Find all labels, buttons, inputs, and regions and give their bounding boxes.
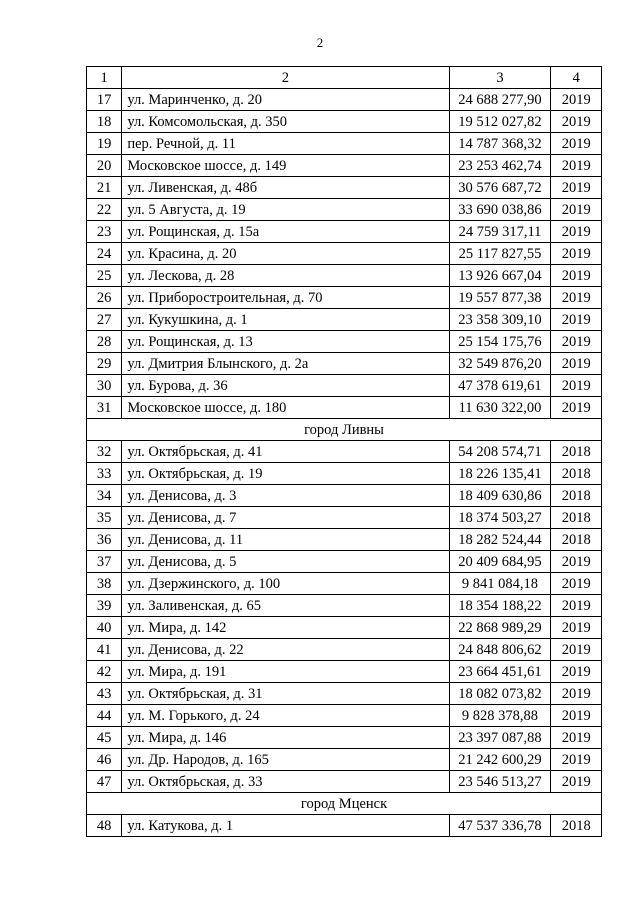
row-year: 2019 — [551, 89, 602, 111]
row-number: 48 — [87, 815, 122, 837]
row-year: 2019 — [551, 683, 602, 705]
table-row — [87, 221, 602, 243]
row-number: 31 — [87, 397, 122, 419]
row-number: 18 — [87, 111, 122, 133]
row-year: 2019 — [551, 771, 602, 793]
row-amount: 23 358 309,10 — [449, 309, 551, 331]
row-address: ул. Октябрьская, д. 19 — [122, 463, 449, 485]
row-year: 2019 — [551, 617, 602, 639]
row-number: 23 — [87, 221, 122, 243]
row-amount: 23 664 451,61 — [449, 661, 551, 683]
row-amount: 23 253 462,74 — [449, 155, 551, 177]
row-year: 2018 — [551, 463, 602, 485]
row-address: пер. Речной, д. 11 — [122, 133, 449, 155]
row-address: ул. Мира, д. 146 — [122, 727, 449, 749]
row-number: 22 — [87, 199, 122, 221]
row-address: ул. Рощинская, д. 13 — [122, 331, 449, 353]
row-year: 2019 — [551, 573, 602, 595]
table-row — [87, 815, 602, 837]
row-year: 2019 — [551, 353, 602, 375]
row-address: ул. Катукова, д. 1 — [122, 815, 449, 837]
row-amount: 19 512 027,82 — [449, 111, 551, 133]
row-number: 17 — [87, 89, 122, 111]
row-number: 30 — [87, 375, 122, 397]
table-row — [87, 177, 602, 199]
row-amount: 21 242 600,29 — [449, 749, 551, 771]
row-amount: 32 549 876,20 — [449, 353, 551, 375]
row-address: ул. Октябрьская, д. 31 — [122, 683, 449, 705]
row-number: 41 — [87, 639, 122, 661]
table-row — [87, 771, 602, 793]
section-title: город Ливны — [87, 419, 602, 441]
header-col-3: 3 — [449, 67, 551, 89]
row-amount: 11 630 322,00 — [449, 397, 551, 419]
table-row — [87, 551, 602, 573]
row-amount: 23 397 087,88 — [449, 727, 551, 749]
table-row — [87, 265, 602, 287]
row-address: ул. Красина, д. 20 — [122, 243, 449, 265]
row-amount: 18 226 135,41 — [449, 463, 551, 485]
row-address: ул. Заливенская, д. 65 — [122, 595, 449, 617]
table-row — [87, 133, 602, 155]
row-year: 2019 — [551, 639, 602, 661]
row-year: 2019 — [551, 221, 602, 243]
row-address: ул. Дмитрия Блынского, д. 2а — [122, 353, 449, 375]
row-year: 2019 — [551, 265, 602, 287]
row-number: 25 — [87, 265, 122, 287]
row-year: 2019 — [551, 177, 602, 199]
table-body — [87, 67, 602, 837]
row-amount: 30 576 687,72 — [449, 177, 551, 199]
row-number: 46 — [87, 749, 122, 771]
row-address: Московское шоссе, д. 180 — [122, 397, 449, 419]
table-row — [87, 573, 602, 595]
row-year: 2019 — [551, 375, 602, 397]
row-address: ул. Денисова, д. 22 — [122, 639, 449, 661]
row-number: 43 — [87, 683, 122, 705]
row-address: ул. Бурова, д. 36 — [122, 375, 449, 397]
row-number: 42 — [87, 661, 122, 683]
table-row — [87, 661, 602, 683]
row-number: 38 — [87, 573, 122, 595]
table-row — [87, 397, 602, 419]
row-amount: 13 926 667,04 — [449, 265, 551, 287]
row-address: ул. Октябрьская, д. 41 — [122, 441, 449, 463]
table-row — [87, 441, 602, 463]
row-year: 2018 — [551, 441, 602, 463]
row-address: ул. Денисова, д. 11 — [122, 529, 449, 551]
row-amount: 24 759 317,11 — [449, 221, 551, 243]
row-amount: 22 868 989,29 — [449, 617, 551, 639]
section-row — [87, 793, 602, 815]
table-row — [87, 485, 602, 507]
row-amount: 18 282 524,44 — [449, 529, 551, 551]
row-address: ул. Рощинская, д. 15а — [122, 221, 449, 243]
table-row — [87, 199, 602, 221]
header-col-4: 4 — [551, 67, 602, 89]
row-number: 24 — [87, 243, 122, 265]
header-col-1: 1 — [87, 67, 122, 89]
row-number: 37 — [87, 551, 122, 573]
row-amount: 25 154 175,76 — [449, 331, 551, 353]
row-number: 21 — [87, 177, 122, 199]
row-address: ул. Мира, д. 142 — [122, 617, 449, 639]
row-year: 2018 — [551, 815, 602, 837]
row-year: 2019 — [551, 705, 602, 727]
row-year: 2019 — [551, 727, 602, 749]
row-year: 2019 — [551, 749, 602, 771]
table-header-row — [87, 67, 602, 89]
row-year: 2019 — [551, 199, 602, 221]
table-row — [87, 111, 602, 133]
table-row — [87, 309, 602, 331]
table-row — [87, 463, 602, 485]
row-number: 19 — [87, 133, 122, 155]
row-number: 34 — [87, 485, 122, 507]
row-number: 40 — [87, 617, 122, 639]
section-row — [87, 419, 602, 441]
row-amount: 18 409 630,86 — [449, 485, 551, 507]
row-year: 2019 — [551, 155, 602, 177]
table-row — [87, 507, 602, 529]
row-year: 2018 — [551, 529, 602, 551]
row-number: 28 — [87, 331, 122, 353]
table-row — [87, 705, 602, 727]
row-amount: 14 787 368,32 — [449, 133, 551, 155]
row-address: ул. Лескова, д. 28 — [122, 265, 449, 287]
row-year: 2019 — [551, 287, 602, 309]
row-number: 36 — [87, 529, 122, 551]
row-year: 2019 — [551, 133, 602, 155]
table-row — [87, 331, 602, 353]
row-number: 33 — [87, 463, 122, 485]
row-amount: 47 378 619,61 — [449, 375, 551, 397]
buildings-table — [86, 66, 602, 837]
row-number: 29 — [87, 353, 122, 375]
row-address: ул. Денисова, д. 5 — [122, 551, 449, 573]
row-address: ул. Ливенская, д. 48б — [122, 177, 449, 199]
table-row — [87, 89, 602, 111]
row-address: ул. 5 Августа, д. 19 — [122, 199, 449, 221]
row-amount: 9 828 378,88 — [449, 705, 551, 727]
header-col-2: 2 — [122, 67, 449, 89]
table-row — [87, 727, 602, 749]
row-address: ул. Денисова, д. 3 — [122, 485, 449, 507]
row-amount: 25 117 827,55 — [449, 243, 551, 265]
row-amount: 24 688 277,90 — [449, 89, 551, 111]
row-number: 47 — [87, 771, 122, 793]
row-year: 2019 — [551, 661, 602, 683]
table-row — [87, 639, 602, 661]
row-year: 2019 — [551, 243, 602, 265]
row-number: 26 — [87, 287, 122, 309]
row-amount: 20 409 684,95 — [449, 551, 551, 573]
row-amount: 24 848 806,62 — [449, 639, 551, 661]
row-amount: 18 374 503,27 — [449, 507, 551, 529]
row-number: 20 — [87, 155, 122, 177]
row-number: 35 — [87, 507, 122, 529]
row-address: Московское шоссе, д. 149 — [122, 155, 449, 177]
row-year: 2019 — [551, 397, 602, 419]
row-number: 32 — [87, 441, 122, 463]
table-row — [87, 683, 602, 705]
row-amount: 47 537 336,78 — [449, 815, 551, 837]
table-row — [87, 749, 602, 771]
row-number: 45 — [87, 727, 122, 749]
table-row — [87, 617, 602, 639]
row-amount: 33 690 038,86 — [449, 199, 551, 221]
row-address: ул. Мира, д. 191 — [122, 661, 449, 683]
row-year: 2018 — [551, 507, 602, 529]
row-address: ул. Комсомольская, д. 350 — [122, 111, 449, 133]
row-address: ул. Дзержинского, д. 100 — [122, 573, 449, 595]
row-address: ул. Октябрьская, д. 33 — [122, 771, 449, 793]
table-row — [87, 375, 602, 397]
row-year: 2019 — [551, 595, 602, 617]
row-amount: 19 557 877,38 — [449, 287, 551, 309]
row-address: ул. Кукушкина, д. 1 — [122, 309, 449, 331]
row-address: ул. Маринченко, д. 20 — [122, 89, 449, 111]
row-year: 2018 — [551, 485, 602, 507]
row-number: 27 — [87, 309, 122, 331]
row-year: 2019 — [551, 111, 602, 133]
row-number: 39 — [87, 595, 122, 617]
table-row — [87, 353, 602, 375]
table-row — [87, 243, 602, 265]
row-amount: 54 208 574,71 — [449, 441, 551, 463]
table-row — [87, 287, 602, 309]
page-number: 2 — [316, 35, 324, 50]
row-address: ул. Денисова, д. 7 — [122, 507, 449, 529]
row-amount: 18 354 188,22 — [449, 595, 551, 617]
row-year: 2019 — [551, 551, 602, 573]
row-amount: 18 082 073,82 — [449, 683, 551, 705]
table-row — [87, 595, 602, 617]
row-year: 2019 — [551, 331, 602, 353]
row-address: ул. Приборостроительная, д. 70 — [122, 287, 449, 309]
row-amount: 9 841 084,18 — [449, 573, 551, 595]
row-address: ул. М. Горького, д. 24 — [122, 705, 449, 727]
table-row — [87, 529, 602, 551]
row-amount: 23 546 513,27 — [449, 771, 551, 793]
row-address: ул. Др. Народов, д. 165 — [122, 749, 449, 771]
table-row — [87, 155, 602, 177]
section-title: город Мценск — [87, 793, 602, 815]
row-year: 2019 — [551, 309, 602, 331]
row-number: 44 — [87, 705, 122, 727]
